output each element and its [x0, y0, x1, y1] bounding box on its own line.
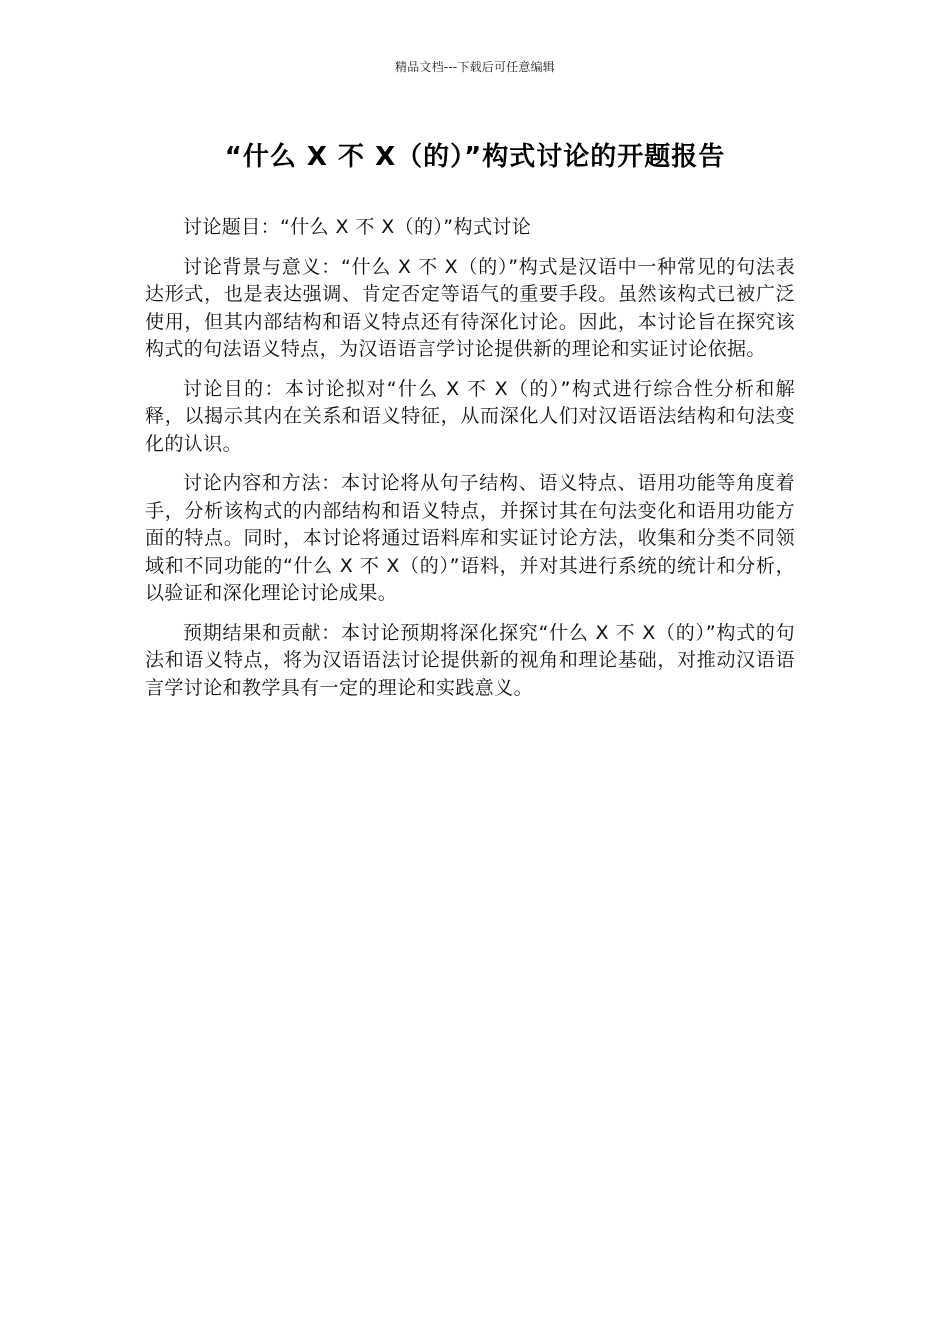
paragraph-label: 讨论背景与意义：	[183, 255, 342, 278]
page-header: 精品文档---下载后可任意编辑	[395, 60, 555, 74]
paragraph-text: 本讨论拟对“什么 X 不 X（的）”构式进行综合性分析和解释，以揭示其内在关系和语义特征，从而深化人们对汉语语法结构和句法变化的认识。	[145, 377, 795, 455]
paragraph-label: 预期结果和贡献：	[183, 621, 342, 644]
paragraph-text: “什么 X 不 X（的）”构式讨论	[280, 216, 532, 238]
paragraph-topic	[145, 214, 795, 242]
document-title: “什么 X 不 X（的）”构式讨论的开题报告	[224, 142, 726, 172]
paragraph-content-methods	[145, 470, 795, 608]
paragraph-purpose	[145, 376, 795, 459]
paragraph-expected-results	[145, 620, 795, 703]
paragraph-label: 讨论目的：	[183, 377, 285, 400]
paragraph-text: 本讨论将从句子结构、语义特点、语用功能等角度着手，分析该构式的内部结构和语义特点，并探讨其在句法变化和语用功能方面的特点。同时，本讨论将通过语料库和实证讨论方法，收集和分类不同领域和不同功能的“什么 X 不 X（的）”语料，并对其进行系统的统计和分析，以验证和深化理论讨论成果。	[145, 472, 796, 604]
paragraph-text: “什么 X 不 X（的）”构式是汉语中一种常见的句法表达形式，也是表达强调、肯定否定等语气的重要手段。虽然该构式已被广泛使用，但其内部结构和语义特点还有待深化讨论。因此，本讨论旨在探究该构式的句法语义特点，为汉语语言学讨论提供新的理论和实证讨论依据。	[145, 255, 796, 360]
document-body	[145, 214, 795, 714]
paragraph-background	[145, 254, 795, 364]
paragraph-text: 本讨论预期将深化探究“什么 X 不 X（的）”构式的句法和语义特点，将为汉语语法讨论提供新的视角和理论基础，对推动汉语语言学讨论和教学具有一定的理论和实践意义。	[145, 621, 796, 699]
paragraph-label: 讨论题目：	[183, 216, 281, 238]
paragraph-label: 讨论内容和方法：	[183, 472, 342, 494]
